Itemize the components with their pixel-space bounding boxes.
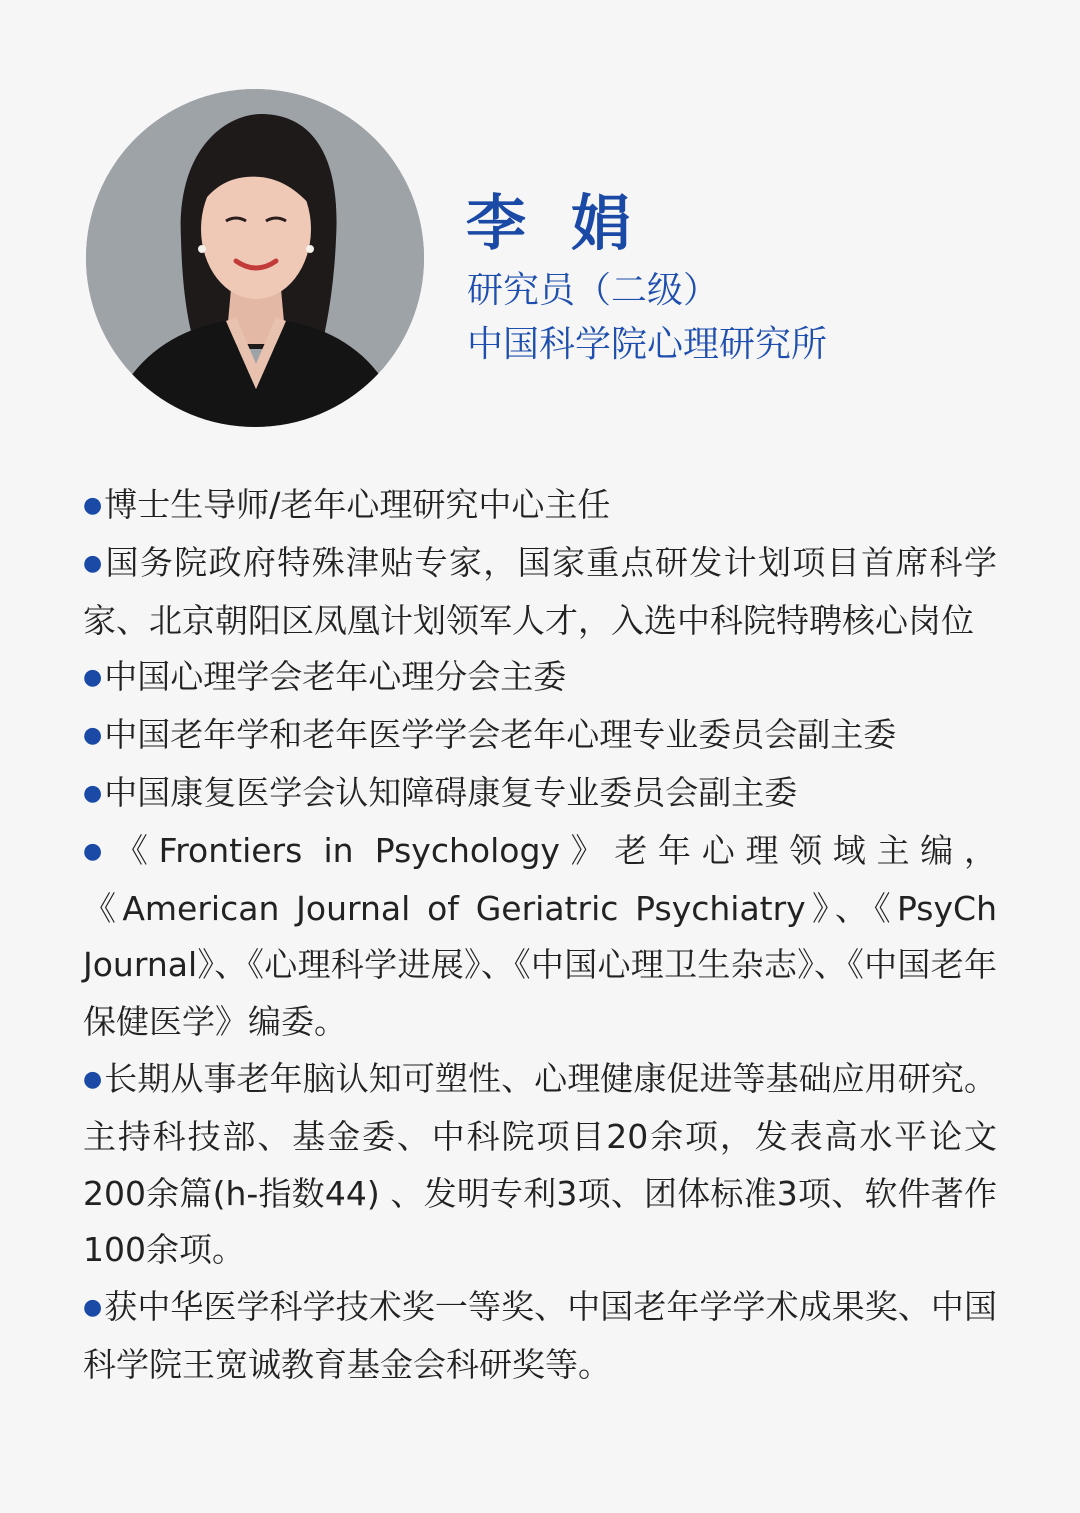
bullet-icon: ● [83, 780, 103, 806]
bio-item [83, 1051, 997, 1279]
biography-list [83, 477, 997, 1394]
bullet-icon: ● [83, 665, 103, 691]
bio-text: 博士生导师/老年心理研究中心主任 [104, 485, 611, 524]
bio-text: 中国老年学和老年医学学会老年心理专业委员会副主委 [104, 715, 897, 755]
bullet-icon: ● [83, 550, 104, 576]
profile-photo [86, 89, 424, 427]
bio-item [83, 707, 997, 765]
position-title: 研究员（二级） [467, 270, 720, 311]
bio-item [83, 535, 997, 650]
bullet-icon: ● [83, 1295, 103, 1321]
bullet-icon: ● [83, 838, 113, 864]
bio-text: 获中华医学科学技术奖一等奖、中国老年学学术成果奖、中国科学院王宽诚教育基金会科研奖等。 [83, 1287, 997, 1384]
bio-text: 中国心理学会老年心理分会主委 [104, 657, 567, 697]
bio-text: 长期从事老年脑认知可塑性、心理健康促进等基础应用研究。主持科技部、基金委、中科院项目20余项，发表高水平论文200余篇(h-指数44) 、发明专利3项、团体标准3项、软件著作100余项。 [83, 1058, 997, 1270]
bio-item [83, 649, 997, 707]
bio-item [83, 1279, 997, 1394]
bullet-icon: ● [83, 1066, 103, 1092]
institution-name: 中国科学院心理研究所 [467, 324, 828, 365]
bullet-icon: ● [83, 723, 103, 749]
bio-text: 中国康复医学会认知障碍康复专业委员会副主委 [104, 772, 798, 812]
bio-item [83, 765, 997, 823]
bio-text: 《Frontiers in Psychology》老年心理领域主编，《American Journal of Geriatric Psychiatry》、《PsyCh Journal》、《心理科学进展》、《中国心理卫生杂志》、《中国老年保健医学》编委。 [83, 830, 997, 1042]
bullet-icon: ● [83, 493, 103, 518]
person-name: 李 娟 [466, 189, 643, 259]
bio-item [83, 477, 997, 535]
bio-item [83, 823, 997, 1051]
bio-text: 国务院政府特殊津贴专家，国家重点研发计划项目首席科学家、北京朝阳区凤凰计划领军人才，入选中科院特聘核心岗位 [83, 542, 998, 640]
